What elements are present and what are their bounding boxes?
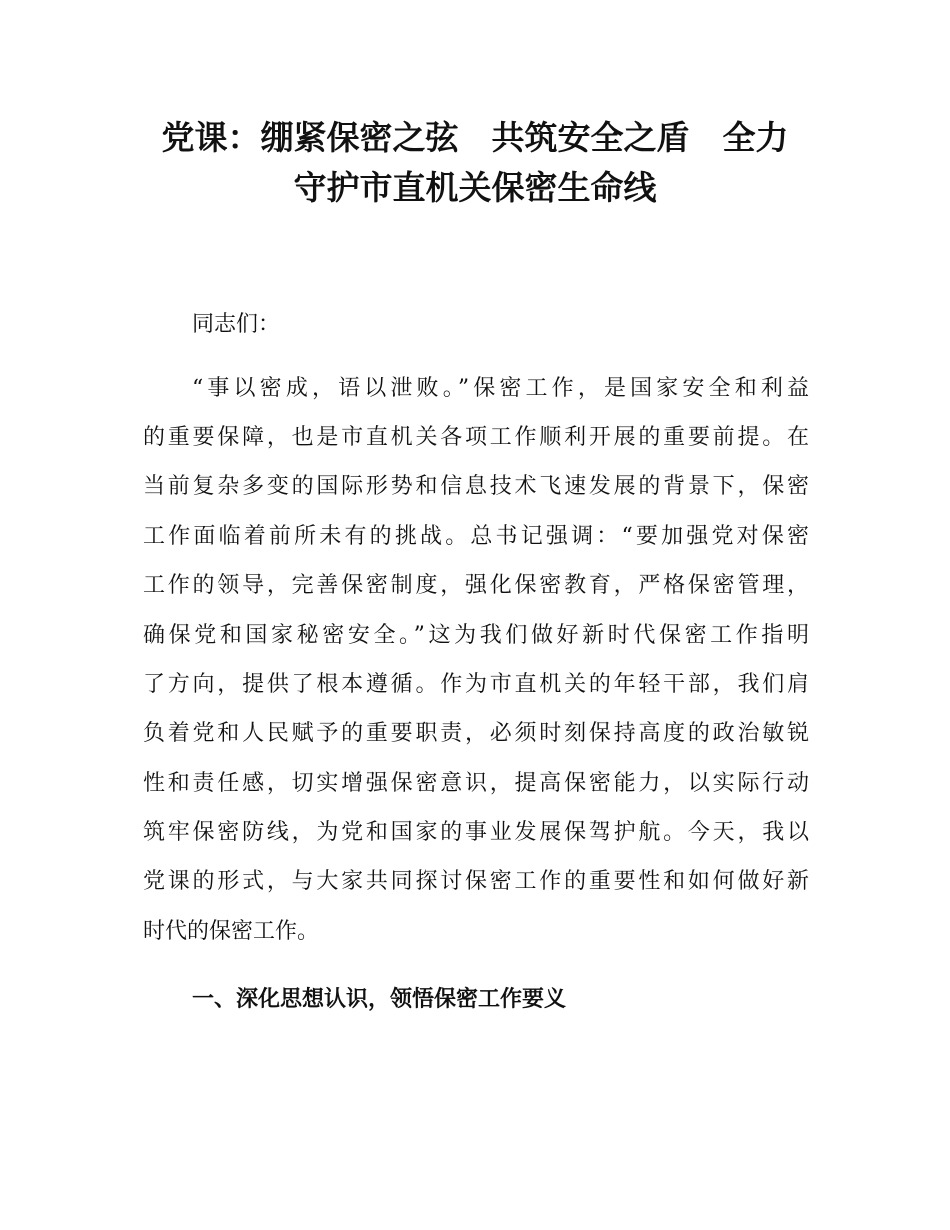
- paragraph-line: 性和责任感，切实增强保密意识，提高保密能力，以实际行动: [143, 771, 809, 796]
- paragraph-line: 工作面临着前所未有的挑战。总书记强调：“要加强党对保密: [143, 524, 809, 549]
- paragraph-line: 时代的保密工作。: [143, 919, 320, 944]
- paragraph-line: 当前复杂多变的国际形势和信息技术飞速发展的背景下，保密: [143, 474, 809, 499]
- document-title-line-2: 守护市直机关保密生命线: [293, 168, 657, 207]
- paragraph-line: 确保党和国家秘密安全。”这为我们做好新时代保密工作指明: [143, 623, 809, 648]
- paragraph-line: 了方向，提供了根本遵循。作为市直机关的年轻干部，我们肩: [143, 672, 809, 697]
- section-heading: 一、深化思想认识，领悟保密工作要义: [192, 987, 567, 1012]
- paragraph-line: 负着党和人民赋予的重要职责，必须时刻保持高度的政治敏锐: [143, 721, 809, 746]
- paragraph-line: 的重要保障，也是市直机关各项工作顺利开展的重要前提。在: [143, 425, 809, 450]
- document-title-line-1: 党课：绷紧保密之弦 共筑安全之盾 全力: [161, 118, 789, 157]
- paragraph-line: “事以密成，语以泄败。”保密工作，是国家安全和利益: [192, 376, 809, 401]
- salutation: 同志们：: [192, 312, 281, 337]
- paragraph-line: 党课的形式，与大家共同探讨保密工作的重要性和如何做好新: [143, 869, 809, 894]
- paragraph-line: 筑牢保密防线，为党和国家的事业发展保驾护航。今天，我以: [143, 820, 809, 845]
- paragraph-line: 工作的领导，完善保密制度，强化保密教育，严格保密管理，: [143, 573, 809, 598]
